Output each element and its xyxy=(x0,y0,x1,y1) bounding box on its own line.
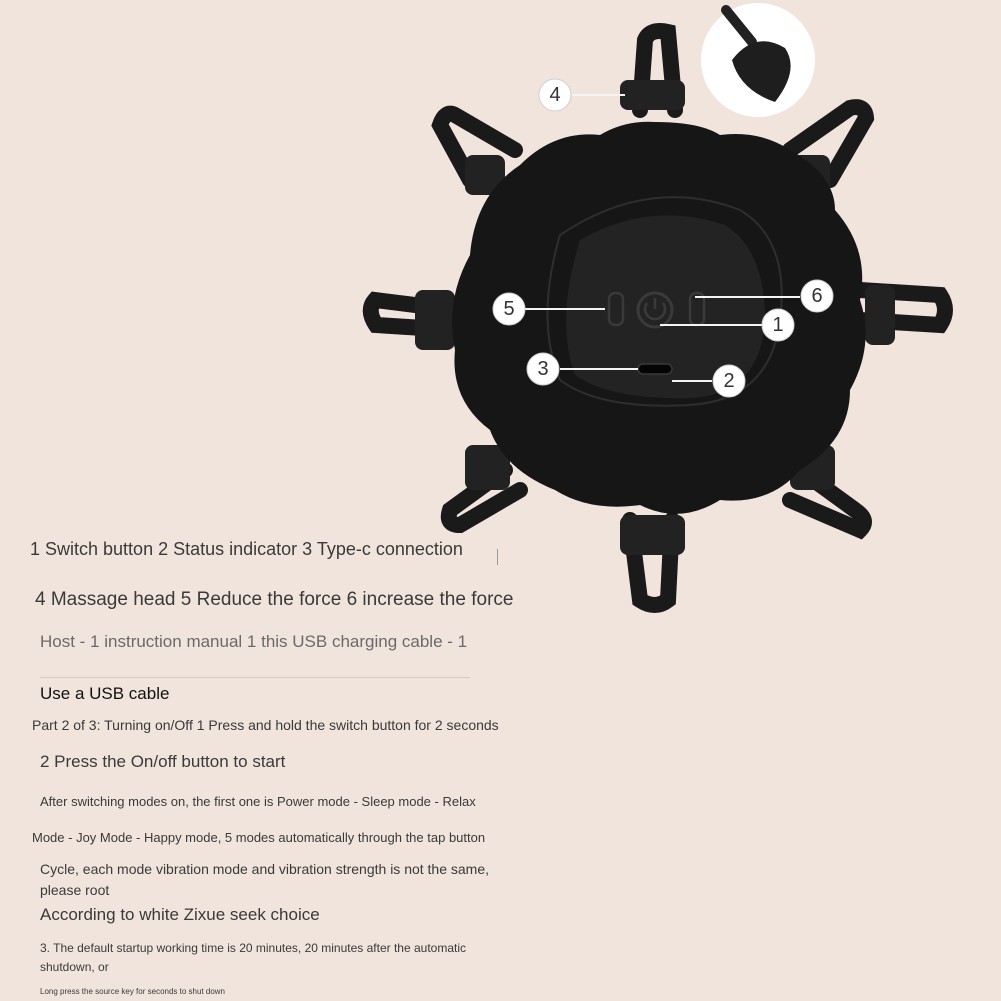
callout-6 xyxy=(801,280,833,312)
instruction-modes-1: After switching modes on, the first one is Power mode - Sleep mode - Relax xyxy=(40,794,476,809)
instruction-timer: 3. The default startup working time is 20 minutes, 20 minutes after the automatic shutdown, or xyxy=(40,941,466,974)
instruction-part-2: Part 2 of 3: Turning on/Off 1 Press and hold the switch button for 2 seconds xyxy=(32,717,499,733)
usage-heading: Use a USB cable xyxy=(40,684,170,703)
instruction-shutdown: Long press the source key for seconds to shut down xyxy=(40,987,225,996)
instruction-modes-2: Mode - Joy Mode - Happy mode, 5 modes automatically through the tap button xyxy=(32,830,486,845)
instruction-choice: According to white Zixue seek choice xyxy=(40,905,320,924)
callout-5-label: 5 xyxy=(503,298,515,320)
section-divider xyxy=(40,677,470,678)
callout-2 xyxy=(713,365,745,397)
usb-charger-inset xyxy=(701,3,815,117)
callout-1 xyxy=(762,309,794,341)
callout-4 xyxy=(539,79,571,111)
callout-5 xyxy=(493,293,525,325)
usb-c-port xyxy=(638,364,672,374)
package-contents: Host - 1 instruction manual 1 this USB charging cable - 1 xyxy=(40,632,468,651)
legend-line-1: 1 Switch button 2 Status indicator 3 Type-c connection xyxy=(30,539,463,559)
instruction-cycle: Cycle, each mode vibration mode and vibration strength is not the same, please root xyxy=(40,861,490,898)
instruction-start: 2 Press the On/off button to start xyxy=(40,752,286,771)
divider-tick xyxy=(497,549,498,565)
callout-3-label: 3 xyxy=(537,358,549,380)
legend-line-2: 4 Massage head 5 Reduce the force 6 increase the force xyxy=(35,589,514,610)
callout-3 xyxy=(527,353,559,385)
callout-6-label: 6 xyxy=(811,285,823,307)
callout-4-label: 4 xyxy=(549,84,561,106)
callout-2-label: 2 xyxy=(723,370,735,392)
callout-1-label: 1 xyxy=(772,314,784,336)
